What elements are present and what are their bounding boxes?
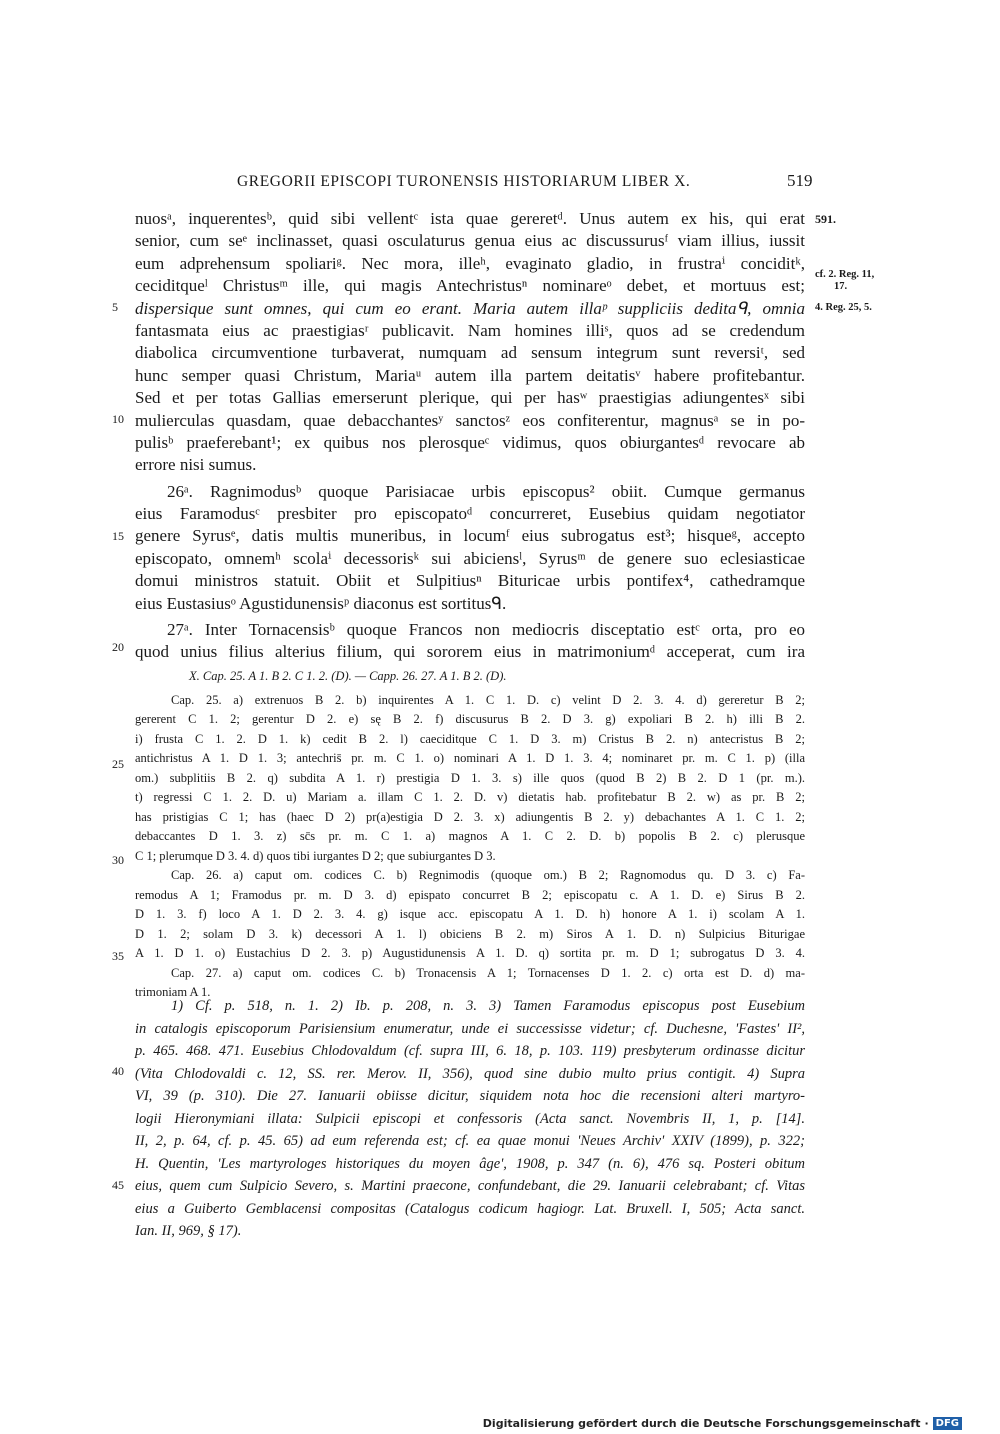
text-line: quod unius filius alterius filium, qui sororem eius in matrimoniumᵈ acceperat, cum ira bbox=[135, 642, 805, 662]
text-line: fantasmata eius ac praestigiasʳ publicavit. Nam homines illiˢ, quos ad se credendum bbox=[135, 320, 805, 340]
line-number: 10 bbox=[112, 412, 124, 426]
footnote-line: 1) Cf. p. 518, n. 1. 2) Ib. p. 208, n. 3. 3) Tamen Faramodus episcopus post Eusebium bbox=[171, 998, 805, 1014]
footnote-line: (Vita Chlodovaldi c. 12, SS. rer. Merov. II, 356), quod sine dubio multo prius contigit. 4) Supra bbox=[135, 1065, 805, 1082]
line-number: 35 bbox=[112, 949, 124, 963]
margin-reference: 4. Reg. 25, 5. bbox=[815, 302, 872, 313]
text-line: hunc semper quasi Christum, Mariaᵘ autem illa partem deitatisᵛ habere profitebantur. bbox=[135, 365, 805, 385]
separator-dot: · bbox=[924, 1417, 929, 1430]
line-number: 40 bbox=[112, 1064, 124, 1078]
margin-reference: 17. bbox=[834, 281, 848, 292]
apparatus-line: trimoniam A 1. bbox=[135, 985, 211, 999]
text-line: pulisᵇ praeferebant¹; ex quibus nos plerosqueᶜ vidimus, quos obiurgantesᵈ revocare ab bbox=[135, 432, 805, 452]
dfg-logo: DFG bbox=[933, 1417, 962, 1430]
main-text bbox=[135, 208, 805, 664]
text-line: Sed et per totas Gallias emerserunt plerique, qui per hasʷ praestigias adiungentesˣ sibi bbox=[135, 388, 805, 408]
line-number: 25 bbox=[112, 757, 124, 771]
critical-apparatus bbox=[135, 667, 805, 1003]
text-line: dispersique sunt omnes, qui cum eo erant. Maria autem illaᵖ suppliciis deditaᑫ, omnia bbox=[135, 298, 805, 318]
apparatus-line: antichristus A 1. D 1. 3; antechris̄ pr. m. C 1. o) nominari A 1. D 1. 3. 4; nominaret pr. m. C 1. p) (illa bbox=[135, 751, 805, 765]
apparatus-line: i) frusta C 1. 2. D 1. k) cedit B 2. l) caeciditque C 1. D 3. m) Cristus B 2. n) antecristus B 2; bbox=[135, 731, 805, 746]
footnote-line: in catalogis episcoporum Parisiensium enumeratur, unde ei successisse videtur; cf. Duchesne, 'Fastes' II², bbox=[135, 1020, 805, 1037]
apparatus-line: Cap. 25. a) extrenuos B 2. b) inquirentes A 1. C 1. D. c) velint D 2. 3. 4. d) gereretur B 2; bbox=[171, 692, 805, 707]
page-number: 519 bbox=[787, 171, 813, 190]
text-line: eius Faramodusᶜ presbiter pro episcopatoᵈ concurreret, Eusebius quidam negotiator bbox=[135, 504, 805, 524]
apparatus-line: A 1. D 1. o) Eustachius D 2. 3. p) Augustidunensis A 1. D. q) sortita pr. m. D 1; subrogatus D 3. 4. bbox=[135, 946, 805, 960]
apparatus-line: Cap. 27. a) caput om. codices C. b) Tronacensis A 1; Tornacenses D 1. 2. c) orta est D. d) ma- bbox=[171, 965, 805, 980]
apparatus-line: debaccantes D 1. 3. z) sc̄s pr. m. C 1. a) magnos A 1. C 2. D. b) popolis B 2. c) plerusque bbox=[135, 829, 805, 843]
line-number: 45 bbox=[112, 1178, 124, 1192]
text-line: diabolica circumventione turbaverat, numquam ad sensum integrum sunt reversiᵗ, sed bbox=[135, 343, 805, 363]
footnote-line: VI, 39 (p. 310). Die 27. Ianuarii obiisse dicitur, siquidem nota hoc die recensioni alteri martyro- bbox=[135, 1088, 805, 1104]
text-line: ceciditqueˡ Christusᵐ ille, qui magis Antechristusⁿ nominareᵒ debet, et mortuus est; bbox=[135, 276, 805, 296]
apparatus-line: C 1; plerumque D 3. 4. d) quos tibi iurgantes D 2; que subiurgantes D 3. bbox=[135, 848, 496, 863]
text-line: eum adprehensum spoliariᵍ. Nec mora, illeʰ, evaginato gladio, in frustraⁱ conciditᵏ, bbox=[135, 253, 805, 273]
line-number: 15 bbox=[112, 529, 124, 543]
line-number: 30 bbox=[112, 853, 124, 867]
footnote-line: p. 465. 468. 471. Eusebius Chlodovaldum (cf. supra III, 6. 18, p. 103. 119) presbyterum ordinasse dicitur bbox=[135, 1043, 805, 1059]
chapter-26-start: 26ᵃ. Ragnimodusᵇ quoque Parisiacae urbis episcopus² obiit. Cumque germanus bbox=[167, 481, 805, 501]
apparatus-line: D 1. 3. f) loco A 1. D 2. 3. 4. g) isque acc. episcopatu A 1. D. h) honore A 1. i) scolam A 1. bbox=[135, 907, 805, 921]
apparatus-line: t) regressi C 1. 2. D. u) Mariam a. illam C 1. 2. D. v) dietatis hab. profitebatur B 2. w) as pr. B 2; bbox=[135, 790, 805, 804]
text-line: domui ministros statuit. Obiit et Sulpitiusⁿ Bituricae urbis pontifex⁴, cathedramque bbox=[135, 571, 805, 591]
text-line: mulierculas quasdam, quae debacchantesʸ sanctosᶻ eos confiterentur, magnusᵃ se in po- bbox=[135, 410, 805, 430]
text-line: errore nisi sumus. bbox=[135, 455, 257, 475]
text-line: nuosᵃ, inquerentesᵇ, quid sibi vellentᶜ ista quae gereretᵈ. Unus autem ex his, qui erat bbox=[135, 209, 805, 228]
margin-year: 591. bbox=[815, 212, 836, 226]
footer-text: Digitalisierung gefördert durch die Deutsche Forschungsgemeinschaft bbox=[482, 1417, 921, 1430]
apparatus-line: has pristigias C 1; has (haec D 2) pr(a)estigia D 2. 3. x) adiungentis B 2. y) debachantes A 1. C 1. 2; bbox=[135, 809, 805, 824]
footnote-line: H. Quentin, 'Les martyrologes historiques du moyen âge', 1908, p. 347 (n. 6), 476 sq. Posteri obitum bbox=[135, 1155, 805, 1172]
apparatus-line: D 1. 2; solam D 3. k) decessori A 1. l) obiciens B 2. m) Siros A 1. D. n) Sulpicius Biturigae bbox=[135, 926, 805, 941]
margin-reference: cf. 2. Reg. 11, bbox=[815, 269, 875, 280]
chapter-27-start: 27ᵃ. Inter Tornacensisᵇ quoque Francos non mediocris disceptatio estᶜ orta, pro eo bbox=[167, 620, 805, 640]
apparatus-line: om.) subplitiis B 2. q) subdita A 1. r) prestigia D 1. 3. s) ille quos (quod B 2) B 2. D 1 (pr. m.). bbox=[135, 770, 805, 785]
footnote-line: eius, quem cum Sulpicio Severo, s. Martini praecone, confundebant, die 29. Ianuarii celebrabant; cf. Vitas bbox=[135, 1178, 805, 1194]
apparatus-line: Cap. 26. a) caput om. codices C. b) Regnimodis (quoque om.) B 2; Ragnomodus qu. D 3. c) Fa- bbox=[171, 868, 805, 882]
running-title: GREGORII EPISCOPI TURONENSIS HISTORIARUM LIBER X. bbox=[237, 173, 691, 190]
text-line: senior, cum seᵉ inclinasset, quasi osculaturus genua eius ac discussurusᶠ viam illius, iussit bbox=[135, 231, 805, 251]
apparatus-line: remodus A 1; Framodus pr. m. D 3. d) epispato concurret B 2; episcopatu c. A 1. D. e) Sirus B 2. bbox=[135, 887, 805, 902]
apparatus-head: X. Cap. 25. A 1. B 2. C 1. 2. (D). — Capp. 26. 27. A 1. B 2. (D). bbox=[189, 669, 507, 683]
text-line: eius Eustasiusᵒ Agustidunensisᵖ diaconus est sortitusᑫ. bbox=[135, 593, 507, 613]
line-number: 5 bbox=[112, 300, 118, 314]
footnote-line: II, 2, p. 64, cf. p. 45. 65) ad eum referenda est; cf. ea quae monui 'Neues Archiv' XXIV (1899), p. 322; bbox=[135, 1133, 805, 1149]
apparatus-line: gererent C 1. 2; gerentur D 2. e) sę B 2. f) discusurus B 2. D 3. g) expoliari B 2. h) illi B 2. bbox=[135, 712, 805, 726]
digitization-footer bbox=[483, 1417, 962, 1430]
text-line: episcopato, omnemʰ scolaⁱ decessorisᵏ sui abiciensˡ, Syrusᵐ de genere suo eclesiasticae bbox=[135, 548, 805, 568]
footnote-line: logii Hieronymiani illata: Sulpicii episcopi et confessoris (Acta sanct. Novembris II, 1, p. [14]. bbox=[135, 1110, 805, 1127]
text-line: genere Syrusᵉ, datis multis muneribus, in locumᶠ eius subrogatus est³; hisqueᵍ, accepto bbox=[135, 526, 805, 546]
footnote-line: Ian. II, 969, § 17). bbox=[135, 1223, 242, 1239]
line-number: 20 bbox=[112, 640, 124, 654]
footnote-line: eius a Guiberto Gemblacensi compositas (Catalogus codicum hagiogr. Lat. Bruxell. I, 505; Acta sanct. bbox=[135, 1200, 805, 1217]
footnotes bbox=[135, 995, 805, 1243]
